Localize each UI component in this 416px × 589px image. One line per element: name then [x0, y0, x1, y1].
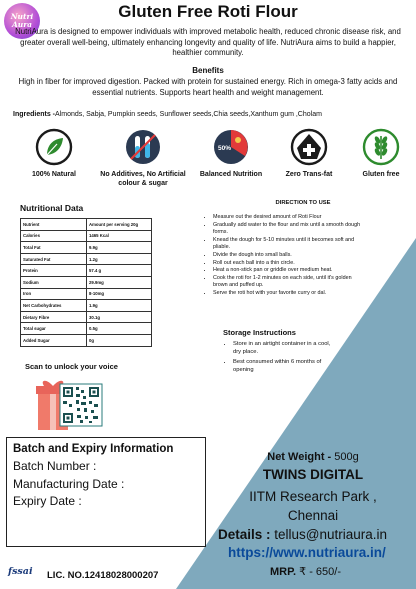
table-header-cell: Amount per serving 20g — [87, 219, 152, 231]
table-row — [21, 311, 152, 323]
ingredients-label: Ingredients - — [13, 111, 56, 118]
feature-label: Zero Trans-fat — [285, 171, 333, 178]
manufacturing-date-field: Manufacturing Date : — [13, 476, 125, 491]
scan-caption: Scan to unlock your voice — [25, 362, 118, 371]
mrp-value: ₹ - 650/- — [299, 566, 341, 578]
gift-qr-code-icon[interactable] — [36, 378, 106, 434]
list-item: • Heat a non-stick pan or griddle over medium heat. — [213, 267, 363, 274]
nutrient-amount: 0g — [87, 334, 152, 346]
leaf-icon — [35, 128, 73, 166]
table-row — [21, 242, 152, 254]
nutrient-name: Saturated Fat — [21, 253, 87, 265]
nutrient-name: Total Fat — [21, 242, 87, 254]
storage-list — [233, 340, 338, 376]
ingredients-list: Almonds, Sabja, Pumpkin seeds, Sunflower seeds,Chia seeds,Xanthum gum ,Cholam — [55, 111, 322, 118]
nutrient-name: Protein — [21, 265, 87, 277]
net-weight — [210, 451, 416, 463]
logo-text-line-1: Nutri — [10, 12, 34, 21]
contact-details — [218, 527, 387, 542]
nutrient-name: Sodium — [21, 276, 87, 288]
address-line-1: IITM Research Park , — [249, 489, 377, 504]
feature-label: 100% Natural — [32, 171, 76, 178]
table-row — [21, 288, 152, 300]
intro-paragraph: NutriAura is designed to empower individuals with improved metabolic health, reduced chronic disease risk, and greater overall well-being, ultimately enhancing longevity and quality of life. NutriAura aims to build a happier, healthier community. — [15, 27, 401, 58]
table-header-cell: Nutrient — [21, 219, 87, 231]
table-row — [21, 253, 152, 265]
list-item: • Best consumed within 6 months of opening — [233, 358, 338, 374]
table-row — [21, 334, 152, 346]
feature-icons-row — [22, 128, 416, 188]
logo-text-line-2: Aura — [11, 20, 33, 29]
nutrient-amount: 1.9g — [87, 300, 152, 312]
table-row — [21, 323, 152, 335]
website-link[interactable]: https://www.nutriaura.in/ — [228, 545, 386, 560]
feature-no-additives — [98, 128, 188, 188]
license-number: LIC. NO.12418028000207 — [47, 570, 159, 581]
nutrient-name: Calories — [21, 230, 87, 242]
ingredients-line — [13, 111, 413, 118]
directions-heading: DIRECTION TO USE — [275, 200, 331, 206]
mrp-price — [270, 565, 341, 578]
benefits-paragraph: High in fiber for improved digestion. Packed with protein for sustained energy. Rich in omega-3 fatty acids and essential nutrients. Supports heart health and weight management. — [18, 77, 398, 97]
list-item: • Store in an airtight container in a cool, dry place. — [233, 340, 338, 356]
nutrient-amount: 8-10mg — [87, 288, 152, 300]
nutrient-name: Total sugar — [21, 323, 87, 335]
feature-label: Gluten free — [362, 171, 400, 178]
fssai-logo: fssai — [8, 566, 33, 577]
list-item: • Roll out each ball into a thin circle. — [213, 260, 363, 267]
nutrition-heading: Nutritional Data — [20, 203, 84, 213]
net-weight-label: Net Weight - — [267, 451, 335, 463]
table-row — [21, 265, 152, 277]
table-row — [21, 276, 152, 288]
feature-gluten-free — [336, 128, 416, 180]
nutrient-amount: 9.9g — [87, 242, 152, 254]
storage-heading: Storage Instructions — [223, 328, 296, 337]
net-weight-value: 500g — [334, 451, 359, 463]
nutrition-table — [20, 218, 152, 347]
feature-balanced-nutrition — [186, 128, 276, 180]
percent-badge: 50% — [218, 145, 232, 152]
address-line-2: Chennai — [287, 508, 339, 523]
batch-number-field: Batch Number : — [13, 459, 97, 473]
list-item: • Divide the dough into small balls. — [213, 252, 363, 259]
company-name: TWINS DIGITAL — [262, 467, 364, 482]
nutrient-name: Added Sugar — [21, 334, 87, 346]
list-item: • Serve the roti hot with your favorite curry or dal. — [213, 290, 363, 297]
nutrient-name: Dietary Fibre — [21, 311, 87, 323]
company-address — [210, 487, 416, 525]
nutrient-name: Iron — [21, 288, 87, 300]
mrp-label: MRP. — [270, 566, 300, 578]
directions-list — [213, 214, 363, 298]
table-row — [21, 230, 152, 242]
trans-fat-icon — [290, 128, 328, 166]
batch-expiry-box — [6, 437, 206, 547]
contact-email-link[interactable]: tellus@nutriaura.in — [274, 527, 388, 542]
nutrient-amount: 1465 Kcal — [87, 230, 152, 242]
nutrient-amount: 57.4 g — [87, 265, 152, 277]
nutrient-amount: 30.1g — [87, 311, 152, 323]
list-item: • Gradually add water to the flour and mix until a smooth dough forms. — [213, 222, 363, 237]
product-title: Gluten Free Roti Flour — [118, 2, 298, 21]
list-item: • Measure out the desired amount of Roti Flour — [213, 214, 363, 221]
feature-label: No Additives, No Artificial colour & sugar — [100, 171, 186, 187]
list-item: • Cook the roti for 1-2 minutes on each side, until it's golden brown and puffed up. — [213, 275, 363, 290]
nutrient-amount: 1.2g — [87, 253, 152, 265]
table-row — [21, 300, 152, 312]
feature-natural — [9, 128, 99, 180]
batch-heading: Batch and Expiry Information — [13, 443, 174, 455]
test-tubes-icon — [124, 128, 162, 166]
table-row — [21, 219, 152, 231]
benefits-heading: Benefits — [192, 66, 224, 75]
wheat-icon — [362, 128, 400, 166]
balanced-nutrition-icon — [212, 128, 250, 166]
nutrient-amount: 29.9mg — [87, 276, 152, 288]
nutrient-name: Net Carbohydrates — [21, 300, 87, 312]
list-item: • Knead the dough for 5-10 minutes until it becomes soft and pliable. — [213, 237, 363, 252]
expiry-date-field: Expiry Date : — [13, 494, 82, 508]
details-label: Details : — [218, 527, 275, 542]
nutrient-amount: 0.5g — [87, 323, 152, 335]
feature-label: Balanced Nutrition — [199, 171, 263, 178]
